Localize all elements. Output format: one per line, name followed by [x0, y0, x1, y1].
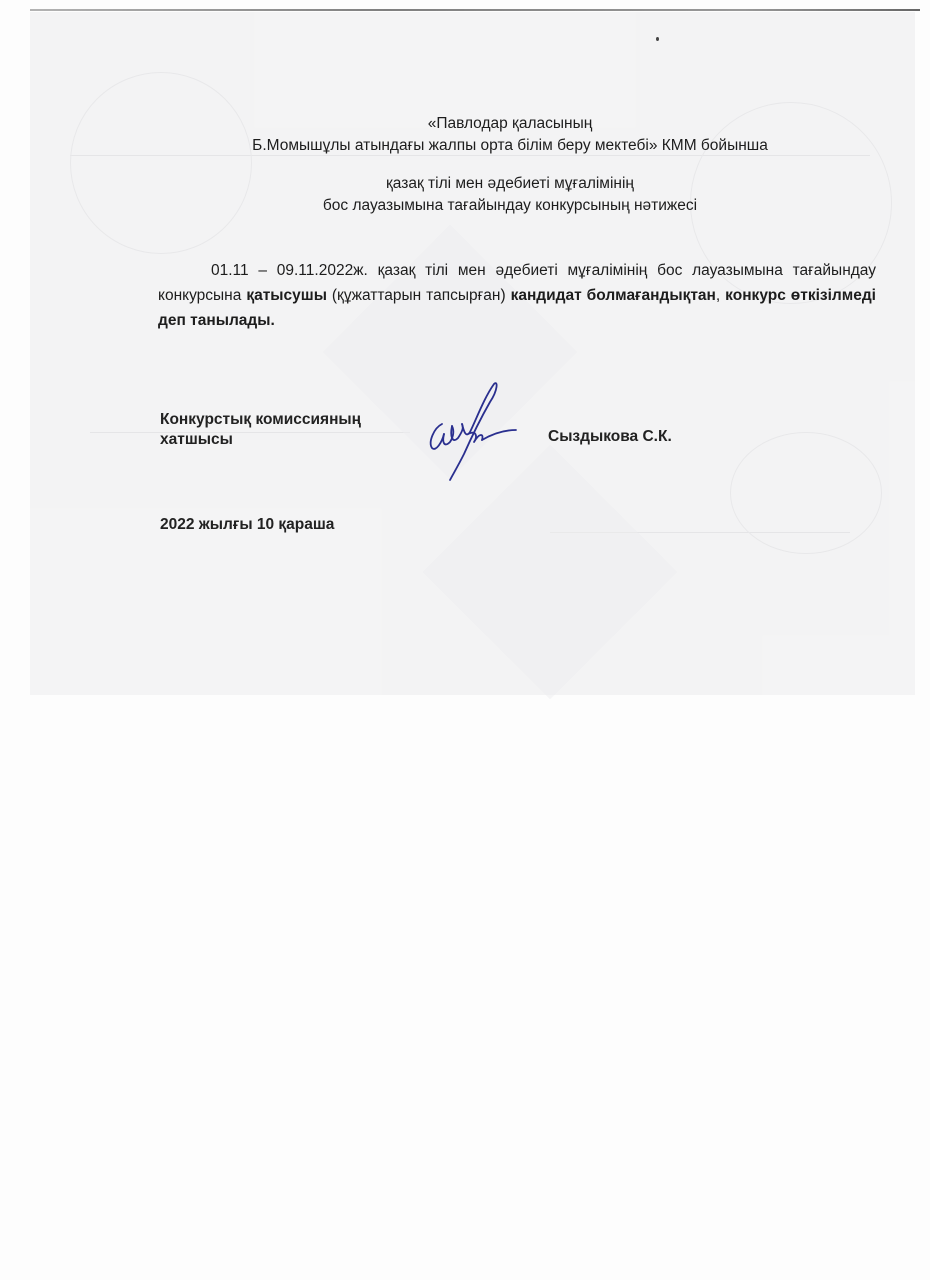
title-line-1: қазақ тілі мен әдебиеті мұғалімінің: [386, 175, 634, 192]
role-line-1: Конкурстық комиссияның: [160, 411, 362, 428]
body-paragraph: [158, 258, 876, 333]
document-date: 2022 жылғы 10 қараша: [160, 516, 335, 533]
document-title: [150, 173, 870, 217]
scan-edge: [30, 9, 920, 11]
document-header: [150, 113, 870, 157]
body-text-3: ,: [715, 287, 726, 304]
body-bold-participant: қатысушы: [246, 287, 327, 304]
body-text-2: (құжаттарын тапсырған): [326, 287, 511, 304]
body-bold-candidate: кандидат болмағандықтан: [510, 287, 716, 304]
body-text-1: 01.11 – 09.11.2022ж. қазақ тілі мен әдебиеті мұғалімінің бос лауазымына тағайындау конкурсына: [158, 262, 876, 304]
signatory-name: Сыздыкова С.К.: [548, 428, 672, 445]
title-line-2: бос лауазымына тағайындау конкурсының нәтижесі: [322, 197, 698, 214]
header-line-2: Б.Момышұлы атындағы жалпы орта білім беру мектебі» КММ бойынша: [252, 137, 768, 154]
body-bold-conclusion: конкурс өткізілмеді деп танылады.: [158, 287, 876, 329]
scan-speck: [656, 37, 659, 41]
role-line-2: хатшысы: [160, 431, 233, 448]
header-line-1: «Павлодар қаласының: [427, 115, 593, 132]
handwritten-signature-icon: [420, 376, 520, 486]
signatory-role: [160, 410, 361, 450]
